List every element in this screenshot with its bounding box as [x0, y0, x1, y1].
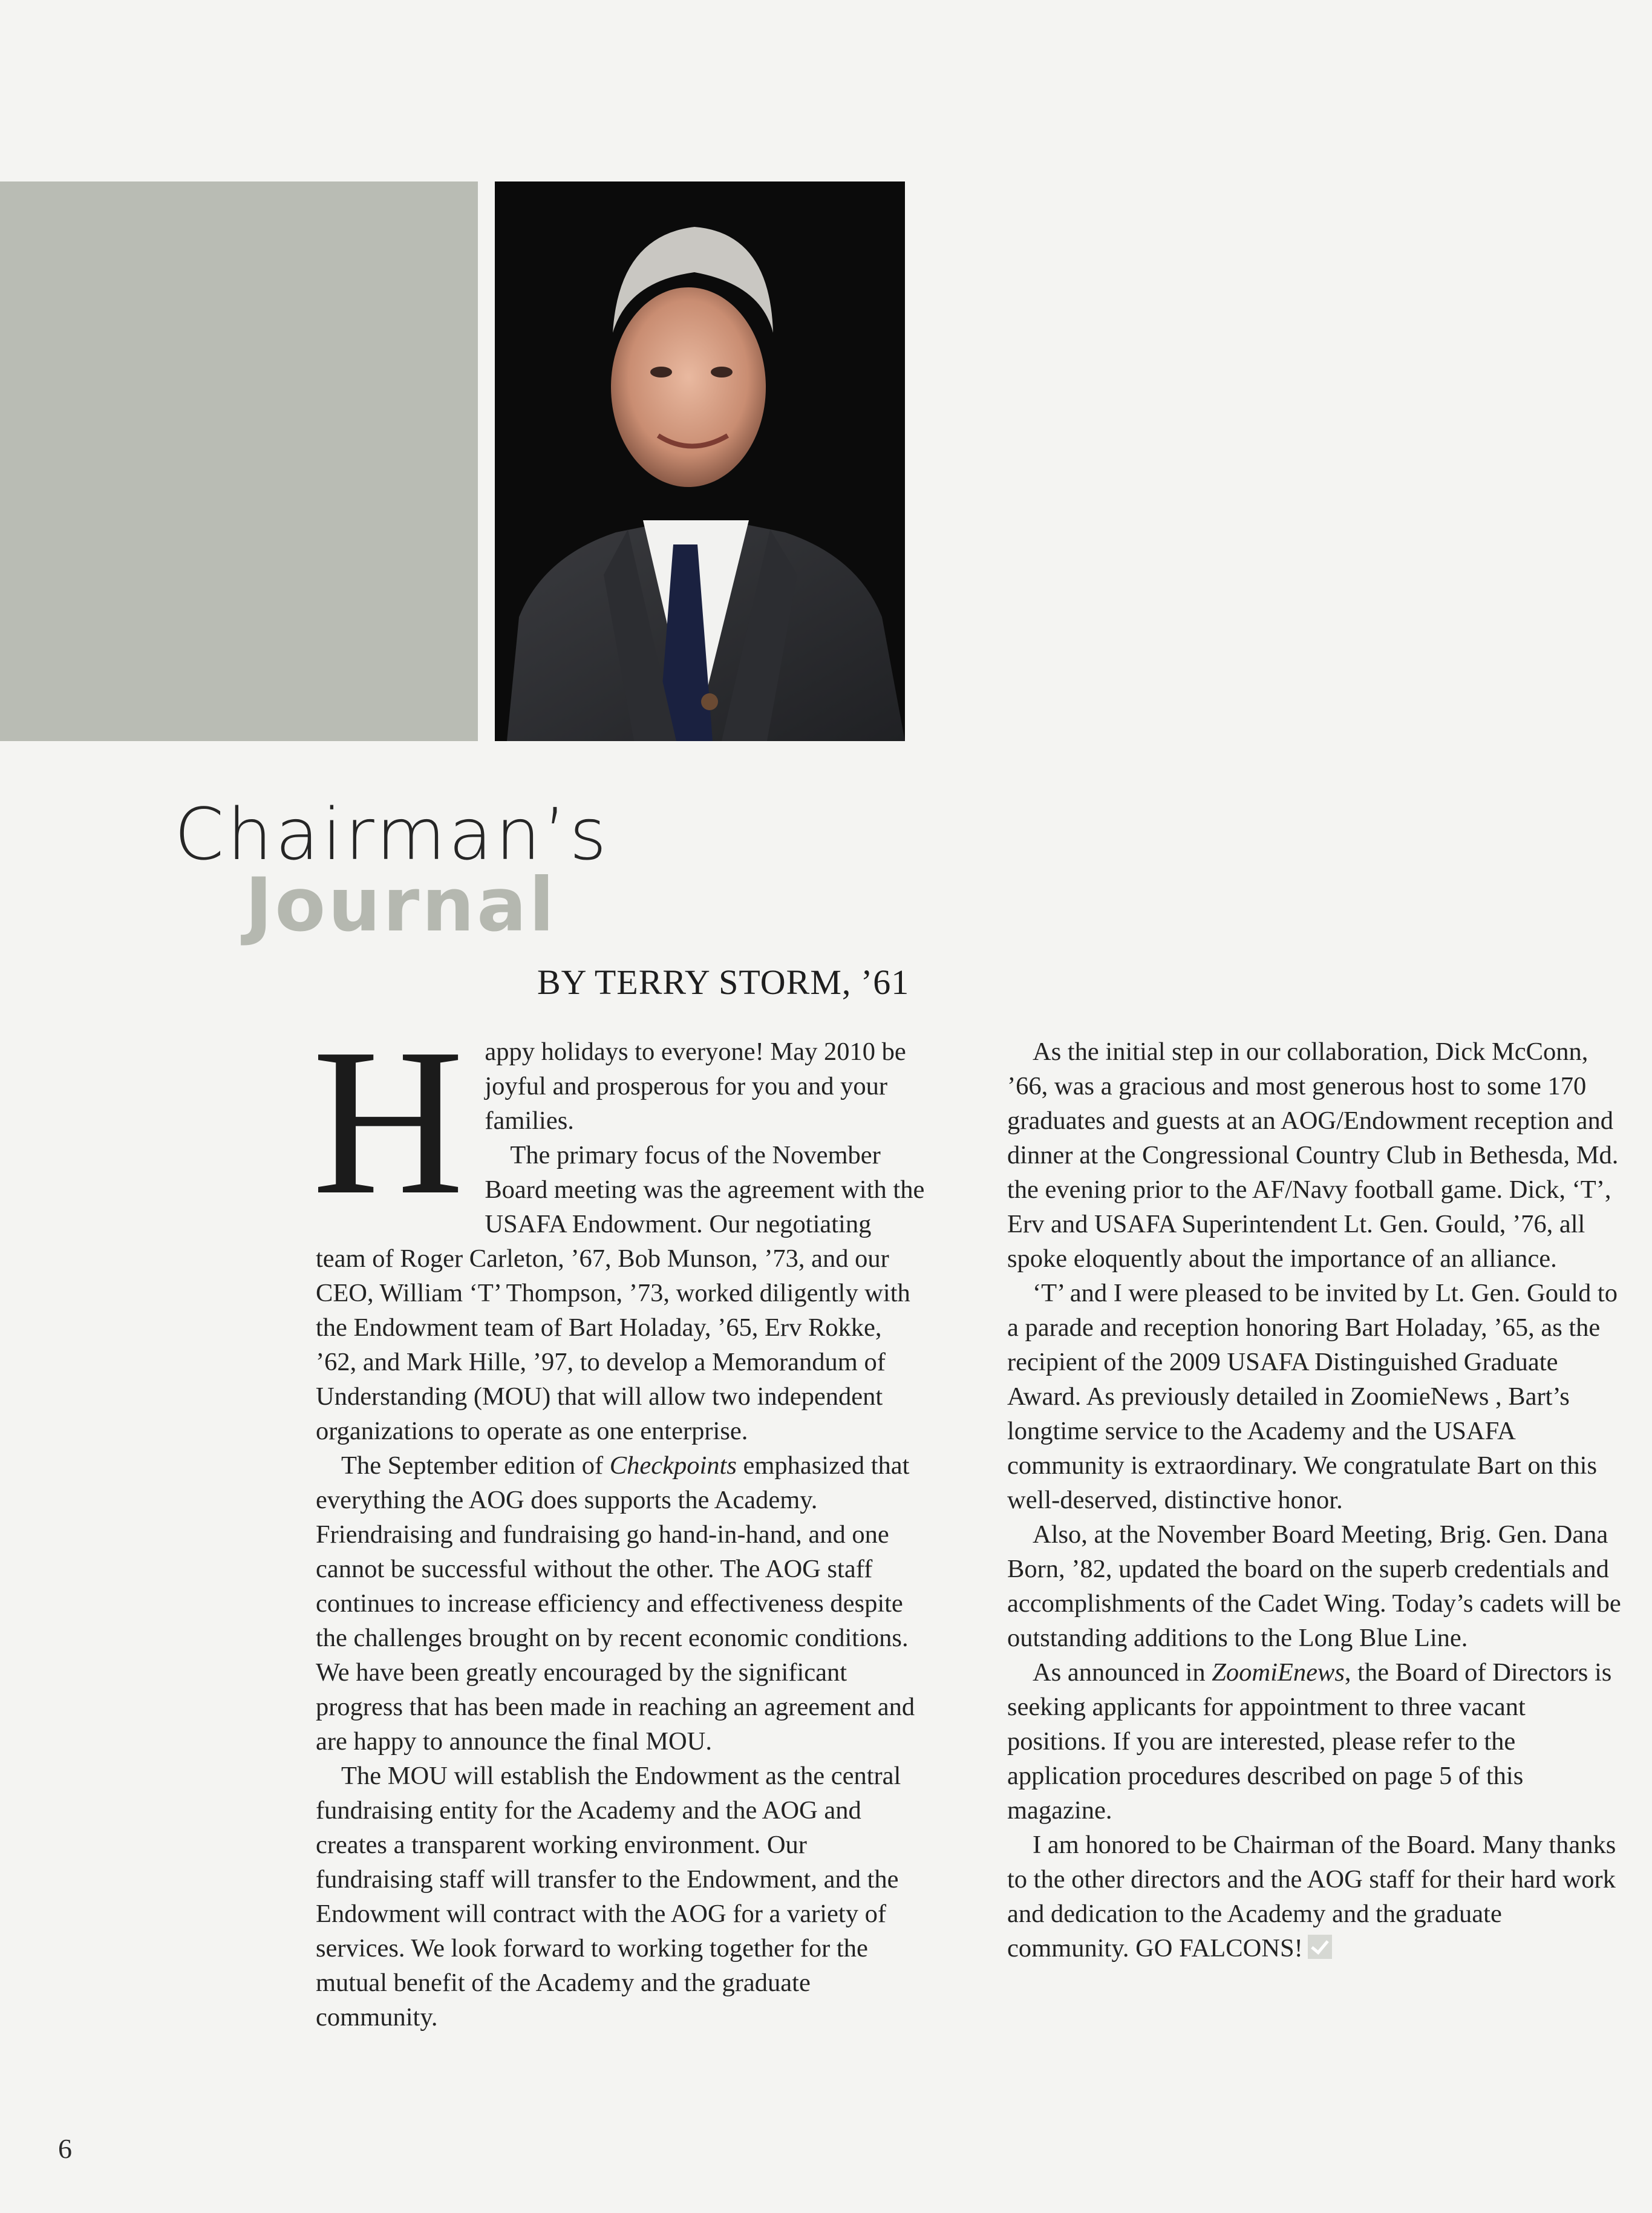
title-line-chairmans: Chairman’s [174, 793, 610, 876]
byline: BY TERRY STORM, ’61 [537, 963, 910, 1002]
page-number: 6 [58, 2133, 72, 2164]
paragraph: The MOU will establish the Endowment as the central fundraising entity for the Academy and the AOG and creates a transparent working environment. Our fundraising staff will transfer to the Endowment, and the Endowment will contract with the AOG for a variety of services. We look forward to working together for the mutual benefit of the Academy and the graduate community. [316, 1762, 901, 2032]
end-mark-icon [1308, 1935, 1332, 1959]
paragraph: The September edition of Checkpoints emphasized that everything the AOG does supports the Academy. Friendraising and fundraising go hand-in-hand, and one cannot be successful without the other. The AOG staff continues to increase efficiency and effectiveness despite the challenges brought on by recent economic conditions. We have been greatly encouraged by the significant progress that has been made in reaching an agreement and are happy to announce the final MOU. [316, 1451, 915, 1756]
decorative-gray-panel [0, 181, 478, 741]
drop-cap: H [312, 1005, 465, 1238]
article-column-right [1007, 1035, 1624, 1966]
paragraph: Also, at the November Board Meeting, Brig. Gen. Dana Born, ’82, updated the board on the superb credentials and accomplishments of the Cadet Wing. Today’s cadets will be outstanding additions to the Long Blue Line. [1007, 1520, 1621, 1652]
paragraph: The primary focus of the November Board meeting was the agreement with the USAFA Endowment. Our negotiating team of Roger Carleton, ’67, Bob Munson, ’73, and our CEO, William ‘T’ Thompson, ’73, worked diligently with the Endowment team of Bart Holaday, ’65, Erv Rokke, ’62, and Mark Hille, ’97, to develop a Memorandum of Understanding (MOU) that will allow two independent organizations to operate as one enterprise. [316, 1141, 925, 1445]
paragraph: I am honored to be Chairman of the Board. Many thanks to the other directors and the AOG staff for their hard work and dedication to the Academy and the graduate community. GO FALCONS! [1007, 1831, 1616, 1963]
paragraph: ‘T’ and I were pleased to be invited by Lt. Gen. Gould to a parade and reception honoring Bart Holaday, ’65, as the recipient of the 2009 USAFA Distinguished Graduate Award. As previously detailed in ZoomieNews , Bart’s longtime service to the Academy and the USAFA community is extraordinary. We congratulate Bart on this well-deserved, distinctive honor. [1007, 1279, 1618, 1514]
paragraph: As the initial step in our collaboration, Dick McConn, ’66, was a gracious and most generous host to some 170 graduates and guests at an AOG/Endowment reception and dinner at the Congressional Country Club in Bethesda, Md. the evening prior to the AF/Navy football game. Dick, ‘T’, Erv and USAFA Superintendent Lt. Gen. Gould, ’76, all spoke eloquently about the importance of an alliance. [1007, 1038, 1619, 1273]
article-column-left [312, 1005, 927, 2035]
paragraph: appy holidays to everyone! May 2010 be joyful and prosperous for you and your families. [485, 1038, 906, 1135]
paragraph: As announced in ZoomiEnews, the Board of Directors is seeking applicants for appointment to three vacant positions. If you are interested, please refer to the application procedures described on page 5 of this magazine. [1007, 1658, 1612, 1825]
publication-title: Checkpoints [609, 1451, 737, 1480]
chairman-portrait-photo [495, 181, 905, 741]
title-line-journal: Journal [245, 862, 557, 948]
publication-title: ZoomiEnews [1212, 1658, 1345, 1687]
